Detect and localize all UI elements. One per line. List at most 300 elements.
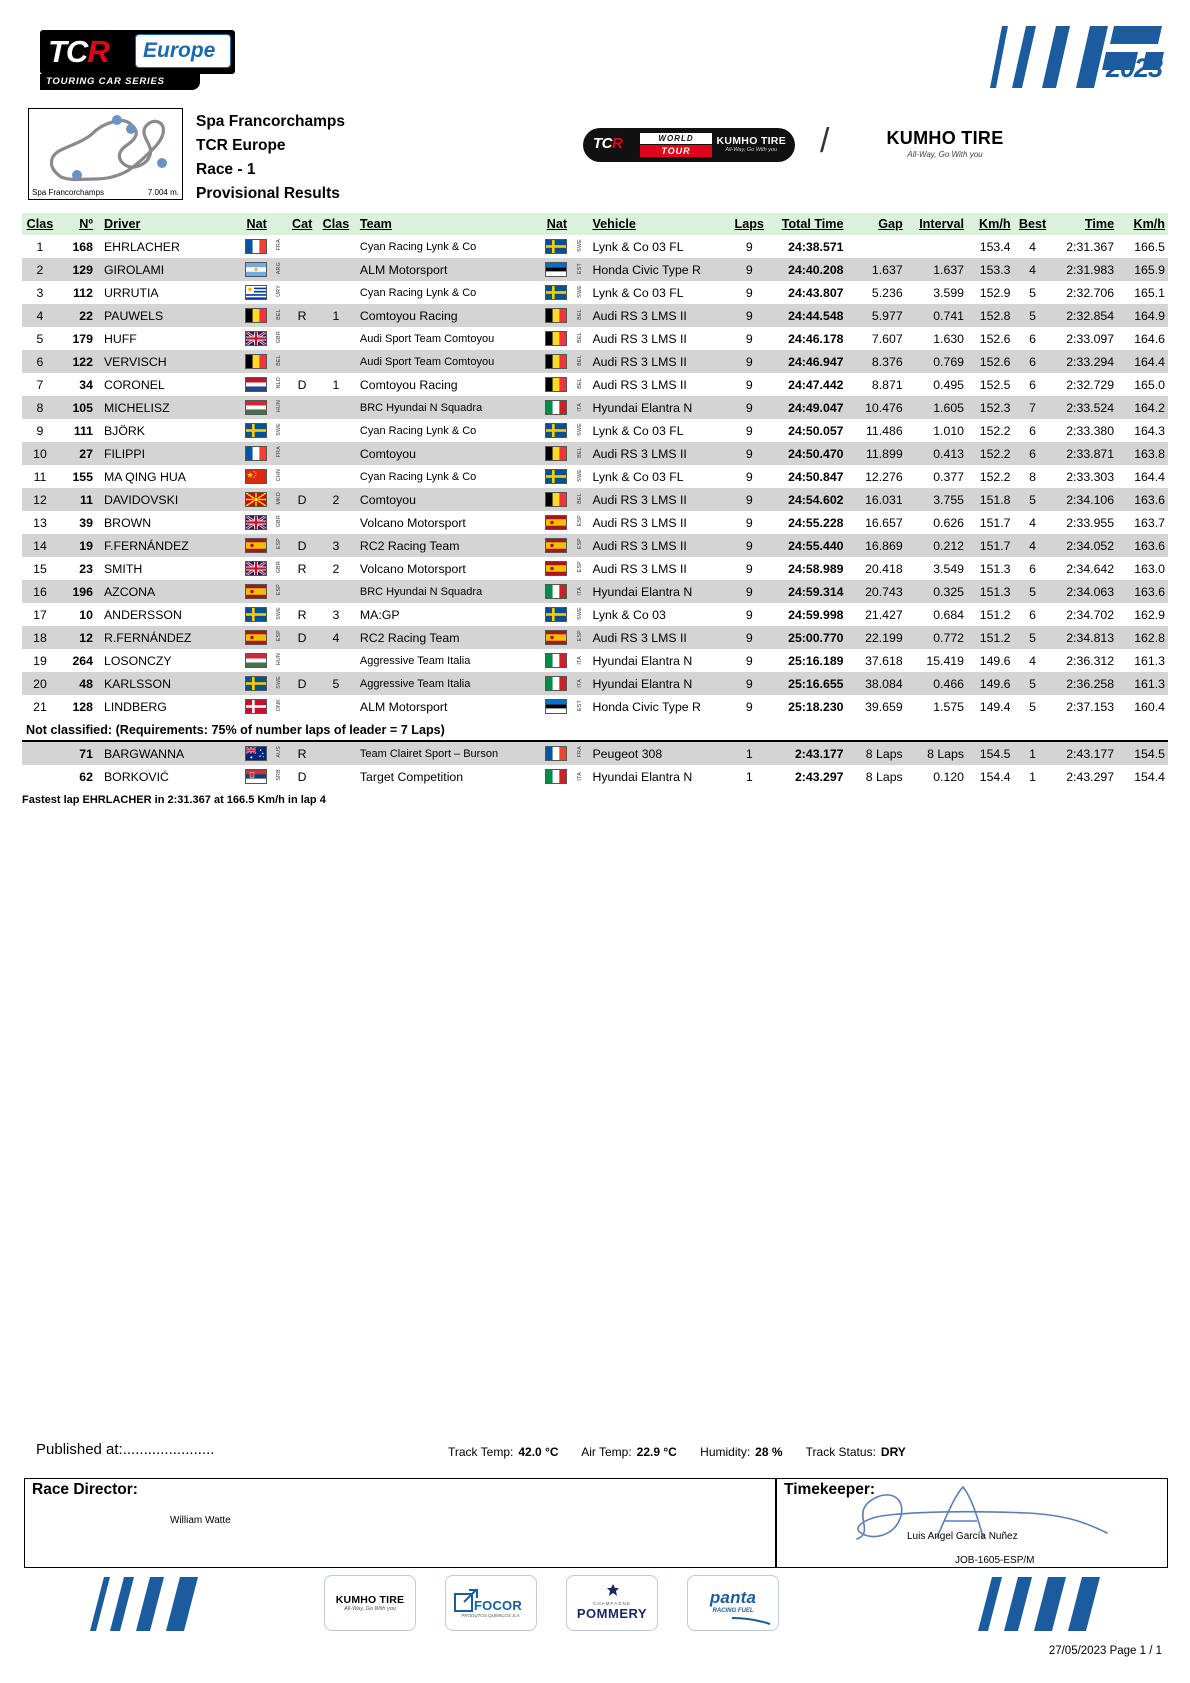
cell-gap <box>847 235 906 258</box>
track-conditions <box>448 1445 926 1459</box>
cell-best-time: 2:32.854 <box>1052 304 1118 327</box>
cell-driver-natcode: NLD <box>276 377 283 389</box>
cell-best-lap: 5 <box>1029 699 1036 714</box>
cell-laps: 1 <box>730 742 768 765</box>
cell-number: 179 <box>72 331 93 346</box>
cell-driver-flag <box>242 557 272 580</box>
cell-best-lap: 6 <box>1014 350 1052 373</box>
cell-driver-flag <box>242 672 272 695</box>
cell-best-kmh: 166.5 <box>1134 239 1165 254</box>
cell-number: 155 <box>72 469 93 484</box>
flag-swe-icon <box>545 285 567 300</box>
sponsor-pommery-name: POMMERY <box>576 1606 648 1621</box>
cell-team-natcode: BEL <box>572 442 587 465</box>
cell-clas: 1 <box>36 239 44 254</box>
cell-best-lap: 6 <box>1029 377 1036 392</box>
cell-driver: CORONEL <box>103 377 165 392</box>
cell-best-kmh: 165.1 <box>1134 285 1165 300</box>
cell-interval: 0.120 <box>933 769 964 784</box>
flag-esp-icon <box>545 561 567 576</box>
conditions-line <box>0 1437 1190 1471</box>
cell-team: Volcano Motorsport <box>359 515 466 530</box>
wt-kumho-name: KUMHO TIRE <box>716 135 786 147</box>
wt-tour-text: TOUR <box>640 145 712 157</box>
cell-driver-flag <box>242 396 272 419</box>
cell-number: 10 <box>79 607 93 622</box>
cell-gap: 20.418 <box>865 561 903 576</box>
cell-gap: 21.427 <box>865 607 903 622</box>
flag-ita-icon <box>545 400 567 415</box>
cell-team: Audi Sport Team Comtoyou <box>359 332 495 345</box>
col-kmh: Km/h <box>967 213 1014 235</box>
cell-driver-flag <box>242 350 272 373</box>
cell-driver: EHRLACHER <box>103 239 180 254</box>
cell-interval: 0.466 <box>906 672 967 695</box>
stripes-right <box>974 1575 1104 1633</box>
cell-driver: ANDERSSON <box>103 607 182 622</box>
cell-best-lap: 1 <box>1029 769 1036 784</box>
cell-driver-flag <box>242 534 272 557</box>
cell-laps: 9 <box>730 442 768 465</box>
flag-bel-icon <box>545 354 567 369</box>
track-status-value: DRY <box>880 1445 906 1459</box>
cell-driver-flag <box>242 304 272 327</box>
cell-cat-clas <box>318 327 354 350</box>
cell-kmh: 152.3 <box>967 396 1014 419</box>
cell-gap: 10.476 <box>847 396 906 419</box>
cell-team: RC2 Racing Team <box>354 534 542 557</box>
cell-team: BRC Hyundai N Squadra <box>354 580 542 603</box>
flag-aus-icon <box>245 746 267 761</box>
cell-driver: MICHELISZ <box>96 396 242 419</box>
cell-cat-clas: 5 <box>318 672 354 695</box>
cell-best-time: 2:33.524 <box>1052 396 1118 419</box>
table-row <box>22 672 1168 695</box>
cell-team: ALM Motorsport <box>354 258 542 281</box>
cell-best-time: 2:33.380 <box>1066 423 1115 438</box>
cell-team-flag <box>542 258 572 281</box>
logo-separator: / <box>820 122 830 160</box>
cell-team-flag <box>542 742 572 765</box>
humidity-value: 28 % <box>755 1445 783 1459</box>
cell-team-natcode: ITA <box>576 655 583 665</box>
cell-clas: 16 <box>22 580 58 603</box>
cell-number: 23 <box>79 561 93 576</box>
year-badge <box>982 22 1168 92</box>
cell-number: 12 <box>58 626 96 649</box>
cell-driver-natcode: HUN <box>276 652 283 666</box>
col-cat-clas: Clas <box>318 213 354 235</box>
cell-driver-natcode: CHN <box>276 468 283 482</box>
flag-ita-icon <box>545 769 567 784</box>
cell-clas: 7 <box>36 377 44 392</box>
cell-driver: GIROLAMI <box>96 258 242 281</box>
cell-clas: 19 <box>33 653 47 668</box>
cell-driver-natcode: DNK <box>276 699 283 711</box>
table-row <box>22 580 1168 603</box>
cell-team-flag <box>542 442 572 465</box>
cell-best-lap: 4 <box>1014 258 1052 281</box>
cell-team-flag <box>542 534 572 557</box>
sponsor-strip <box>0 1575 1190 1637</box>
cell-cat <box>286 580 318 603</box>
col-best-time: Time <box>1052 213 1118 235</box>
cell-total-time: 2:43.177 <box>768 742 846 765</box>
cell-total-time: 24:47.442 <box>788 377 844 392</box>
cell-clas: 11 <box>33 469 47 484</box>
cell-kmh: 152.2 <box>979 423 1011 438</box>
cell-interval: 0.626 <box>933 515 964 530</box>
col-total-time: Total Time <box>768 213 846 235</box>
timekeeper-name: Luis Angel García Nuñez <box>907 1531 1018 1542</box>
cell-team-flag <box>542 626 572 649</box>
col-laps: Laps <box>730 213 768 235</box>
cell-best-lap: 5 <box>1014 488 1052 511</box>
cell-best-kmh: 164.9 <box>1117 304 1168 327</box>
cell-best-time: 2:33.871 <box>1052 442 1118 465</box>
sponsor-kumho-slogan: All-Way, Go With you <box>344 1606 396 1612</box>
cell-team-flag <box>542 327 572 350</box>
cell-cat-clas <box>318 442 354 465</box>
cell-team: Comtoyou Racing <box>354 304 542 327</box>
cell-cat-clas <box>318 649 354 672</box>
cell-driver-flag <box>242 258 272 281</box>
cell-laps: 9 <box>730 258 768 281</box>
cell-driver-flag <box>242 742 272 765</box>
cell-driver: LOSONCZY <box>103 653 172 668</box>
cell-vehicle: Audi RS 3 LMS II <box>586 488 730 511</box>
flag-swe-icon <box>245 676 267 691</box>
cell-kmh: 152.2 <box>967 442 1014 465</box>
cell-cat-clas <box>318 419 354 442</box>
published-at: Published at:...................... <box>36 1441 215 1458</box>
cell-team-natcode: EST <box>572 258 587 281</box>
flag-mkd-icon <box>245 492 267 507</box>
cell-team: Team Clairet Sport – Burson <box>354 742 542 765</box>
cell-team: ALM Motorsport <box>359 699 448 714</box>
cell-vehicle: Audi RS 3 LMS II <box>592 515 687 530</box>
cell-team-flag <box>542 511 572 534</box>
flag-bel-icon <box>245 354 267 369</box>
cell-team: Audi Sport Team Comtoyou <box>354 350 542 373</box>
cell-driver-natcode: SWE <box>276 606 283 620</box>
cell-clas: 9 <box>36 423 44 438</box>
cell-team-flag <box>542 465 572 488</box>
cell-number: 19 <box>58 534 96 557</box>
cell-clas: 5 <box>36 331 44 346</box>
cell-team-natcode: BEL <box>576 377 583 389</box>
cell-cat-clas: 1 <box>332 377 340 392</box>
cell-best-lap: 6 <box>1029 561 1036 576</box>
cell-number: 122 <box>58 350 96 373</box>
cell-total-time: 24:55.228 <box>788 515 844 530</box>
sponsor-pommery <box>566 1575 658 1631</box>
cell-driver-natcode: ARG <box>271 258 286 281</box>
cell-total-time: 24:44.548 <box>768 304 846 327</box>
cell-gap: 11.899 <box>847 442 906 465</box>
cell-best-kmh: 163.0 <box>1134 561 1165 576</box>
cell-cat <box>286 511 318 534</box>
cell-team-flag <box>542 304 572 327</box>
table-row <box>22 373 1168 396</box>
cell-clas: 20 <box>22 672 58 695</box>
cell-kmh: 152.2 <box>979 469 1011 484</box>
cell-number: 168 <box>72 239 93 254</box>
cell-total-time: 24:50.470 <box>768 442 846 465</box>
cell-best-kmh: 165.9 <box>1117 258 1168 281</box>
flag-esp-icon <box>245 538 267 553</box>
cell-cat: R <box>297 607 307 622</box>
col-number: Nº <box>58 213 96 235</box>
flag-bel-icon <box>545 492 567 507</box>
cell-team-natcode: BEL <box>572 350 587 373</box>
cell-team: Aggressive Team Italia <box>359 654 471 667</box>
cell-driver-flag <box>242 327 272 350</box>
cell-cat <box>286 327 318 350</box>
cell-team-natcode: BEL <box>572 304 587 327</box>
table-row <box>22 396 1168 419</box>
circuit-caption <box>29 186 182 199</box>
flag-esp-icon <box>545 630 567 645</box>
cell-laps: 9 <box>730 488 768 511</box>
timekeeper-box <box>776 1478 1168 1568</box>
cell-cat <box>286 350 318 373</box>
cell-driver-flag <box>242 419 272 442</box>
cell-driver: FILIPPI <box>96 442 242 465</box>
col-best-kmh: Km/h <box>1117 213 1168 235</box>
cell-interval: 1.637 <box>906 258 967 281</box>
cell-interval: 0.684 <box>933 607 964 622</box>
col-team-natcode <box>572 213 587 235</box>
cell-laps: 9 <box>730 672 768 695</box>
cell-driver-flag <box>242 580 272 603</box>
cell-cat: R <box>297 561 307 576</box>
cell-vehicle: Audi RS 3 LMS II <box>592 377 687 392</box>
cell-vehicle: Peugeot 308 <box>586 742 730 765</box>
col-driver-natcode <box>271 213 286 235</box>
cell-driver-natcode: GBR <box>276 514 283 528</box>
cell-best-kmh: 163.6 <box>1117 534 1168 557</box>
flag-swe-icon <box>245 607 267 622</box>
flag-ury-icon <box>245 285 267 300</box>
cell-vehicle: Lynk & Co 03 <box>592 607 666 622</box>
cell-best-lap: 1 <box>1014 742 1052 765</box>
cell-driver: BROWN <box>103 515 152 530</box>
cell-best-lap: 8 <box>1029 469 1036 484</box>
cell-best-lap: 6 <box>1029 607 1036 622</box>
cell-team-natcode: ITA <box>576 771 583 781</box>
sponsor-kumho-name: KUMHO TIRE <box>335 1594 405 1606</box>
classified-rows <box>22 235 1168 718</box>
cell-number: 62 <box>79 769 93 784</box>
cell-best-kmh: 162.9 <box>1134 607 1165 622</box>
cell-best-time: 2:33.097 <box>1066 331 1115 346</box>
flag-swe-icon <box>545 423 567 438</box>
cell-total-time: 25:16.655 <box>768 672 846 695</box>
cell-cat-clas <box>318 465 354 488</box>
cell-kmh: 151.7 <box>979 515 1011 530</box>
not-classified-header: Not classified: (Requirements: 75% of number laps of leader = 7 Laps) <box>26 723 445 737</box>
cell-best-time: 2:31.367 <box>1066 239 1115 254</box>
cell-vehicle: Audi RS 3 LMS II <box>586 534 730 557</box>
cell-number: 196 <box>58 580 96 603</box>
cell-total-time: 24:50.847 <box>788 469 844 484</box>
circuit-name: Spa Francorchamps <box>32 188 105 197</box>
cell-best-kmh: 165.0 <box>1134 377 1165 392</box>
cell-gap: 5.977 <box>847 304 906 327</box>
cell-driver-flag <box>242 373 272 396</box>
cell-clas: 18 <box>22 626 58 649</box>
table-row <box>22 350 1168 373</box>
flag-gbr-icon <box>245 515 267 530</box>
cell-team: Volcano Motorsport <box>359 561 466 576</box>
cell-cat <box>286 649 318 672</box>
cell-best-time: 2:43.297 <box>1066 769 1115 784</box>
cell-driver: F.FERNÁNDEZ <box>96 534 242 557</box>
race-director-box <box>24 1478 776 1568</box>
cell-best-lap: 5 <box>1029 285 1036 300</box>
cell-driver-natcode: URY <box>276 285 283 297</box>
cell-driver-flag <box>242 626 272 649</box>
event-venue: Spa Francorchamps <box>196 113 346 130</box>
cell-total-time: 2:43.297 <box>794 769 844 784</box>
cell-clas: 12 <box>22 488 58 511</box>
cell-kmh: 151.3 <box>979 561 1011 576</box>
cell-laps: 9 <box>745 653 753 668</box>
table-row <box>22 511 1168 534</box>
cell-driver-natcode: HUN <box>271 396 286 419</box>
cell-best-lap: 5 <box>1014 304 1052 327</box>
cell-interval: 3.549 <box>933 561 964 576</box>
cell-total-time: 25:18.230 <box>788 699 844 714</box>
sponsor-pommery-sub: CHAMPAGNE <box>593 1601 631 1606</box>
cell-driver-natcode: SWE <box>271 672 286 695</box>
flag-swe-icon <box>545 607 567 622</box>
flag-dnk-icon <box>245 699 267 714</box>
cell-number: 112 <box>73 285 93 300</box>
cell-best-time: 2:34.106 <box>1052 488 1118 511</box>
cell-cat <box>286 258 318 281</box>
table-header-row <box>22 213 1168 235</box>
cell-kmh: 151.2 <box>979 607 1011 622</box>
flag-bel-icon <box>545 331 567 346</box>
cell-team: RC2 Racing Team <box>354 626 542 649</box>
wt-world-tour-block <box>640 133 712 157</box>
cell-cat-clas: 1 <box>318 304 354 327</box>
cell-best-time: 2:43.177 <box>1052 742 1118 765</box>
cell-team-flag <box>542 350 572 373</box>
cell-cat-clas: 4 <box>318 626 354 649</box>
table-row <box>22 419 1168 442</box>
flag-est-icon <box>545 699 567 714</box>
flag-est-icon <box>545 262 567 277</box>
cell-cat <box>286 442 318 465</box>
cell-best-kmh: 163.8 <box>1117 442 1168 465</box>
cell-driver-natcode: GBR <box>276 330 283 344</box>
fastest-lap-note: Fastest lap EHRLACHER in 2:31.367 at 166.5 Km/h in lap 4 <box>22 794 326 806</box>
cell-interval: 1.010 <box>933 423 964 438</box>
cell-interval <box>906 235 967 258</box>
cell-team: Cyan Racing Lynk & Co <box>359 286 477 299</box>
cell-cat: R <box>286 304 318 327</box>
cell-clas <box>22 765 58 788</box>
cell-vehicle: Lynk & Co 03 FL <box>592 239 684 254</box>
cell-best-time: 2:32.729 <box>1066 377 1115 392</box>
flag-gbr-icon <box>245 561 267 576</box>
cell-clas: 14 <box>22 534 58 557</box>
cell-total-time: 25:00.770 <box>768 626 846 649</box>
cell-driver-natcode: ESP <box>271 580 286 603</box>
table-row <box>22 488 1168 511</box>
cell-vehicle: Hyundai Elantra N <box>592 653 693 668</box>
cell-cat-clas: 2 <box>318 488 354 511</box>
panta-swoosh-icon <box>732 1616 772 1625</box>
cell-driver-natcode: SWE <box>276 422 283 436</box>
race-director-name: William Watte <box>170 1515 231 1526</box>
cell-gap: 37.618 <box>865 653 903 668</box>
race-director-label: Race Director: <box>32 1481 138 1498</box>
cell-team-natcode: ITA <box>572 672 587 695</box>
table-row <box>22 626 1168 649</box>
cell-number: 128 <box>72 699 93 714</box>
cell-kmh: 151.3 <box>967 580 1014 603</box>
cell-team-natcode: FRA <box>572 742 587 765</box>
cell-laps: 9 <box>745 239 753 254</box>
cell-best-kmh: 163.6 <box>1117 580 1168 603</box>
circuit-length: 7.004 m. <box>147 188 179 197</box>
cell-team-flag <box>542 603 572 626</box>
flag-swe-icon <box>545 469 567 484</box>
cell-best-time: 2:32.706 <box>1066 285 1115 300</box>
cell-best-kmh: 164.6 <box>1134 331 1165 346</box>
sponsor-focor <box>445 1575 537 1631</box>
cell-best-kmh: 164.4 <box>1117 350 1168 373</box>
cell-interval: 3.599 <box>933 285 964 300</box>
cell-clas: 3 <box>36 285 44 300</box>
cell-driver: BARGWANNA <box>96 742 242 765</box>
wt-tc: TC <box>593 135 612 152</box>
cell-driver: URRUTIA <box>103 285 159 300</box>
cell-total-time: 24:58.989 <box>788 561 844 576</box>
flag-fra-icon <box>245 239 267 254</box>
flag-bel-icon <box>245 308 267 323</box>
cell-team-flag <box>542 488 572 511</box>
cell-gap: 8 Laps <box>865 769 903 784</box>
cell-total-time: 24:49.047 <box>768 396 846 419</box>
col-vehicle: Vehicle <box>586 213 730 235</box>
cell-total-time: 24:38.571 <box>788 239 844 254</box>
cell-laps: 9 <box>745 331 753 346</box>
cell-number: 111 <box>73 423 93 438</box>
pommery-crest-icon <box>605 1583 621 1599</box>
cell-team-flag <box>542 672 572 695</box>
table-row <box>22 304 1168 327</box>
cell-kmh: 154.5 <box>967 742 1014 765</box>
cell-laps: 9 <box>745 561 753 576</box>
track-status-label: Track Status: <box>805 1445 876 1459</box>
cell-cat <box>286 396 318 419</box>
cell-best-time: 2:34.642 <box>1066 561 1115 576</box>
cell-team-flag <box>542 580 572 603</box>
cell-laps: 9 <box>745 423 753 438</box>
cell-best-lap: 6 <box>1029 423 1036 438</box>
cell-driver: PAUWELS <box>96 304 242 327</box>
cell-best-time: 2:33.955 <box>1066 515 1115 530</box>
cell-vehicle: Honda Civic Type R <box>592 699 701 714</box>
cell-gap: 8 Laps <box>847 742 906 765</box>
table-row <box>22 281 1168 304</box>
kumho-name: KUMHO TIRE <box>886 128 1004 148</box>
